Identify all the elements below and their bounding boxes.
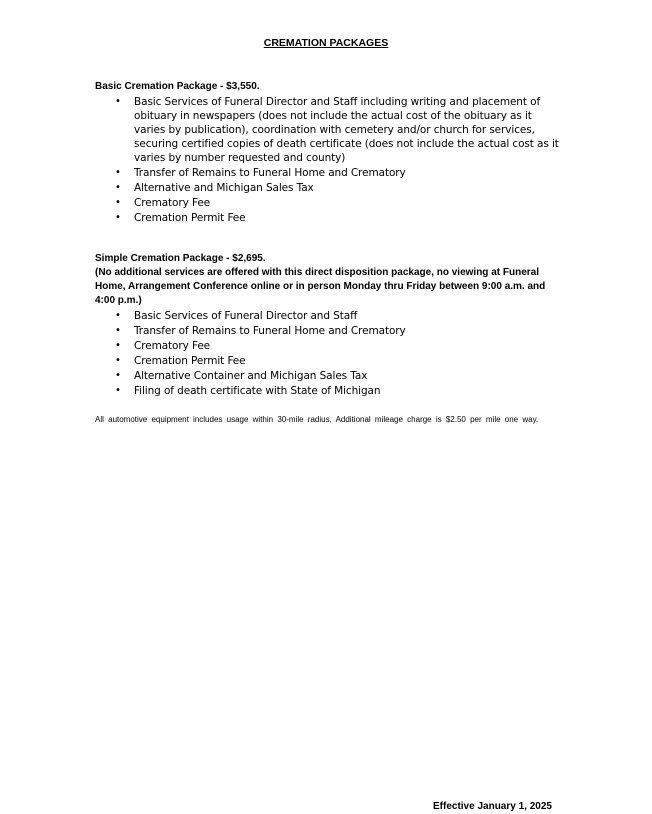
list-item (95, 211, 560, 225)
mileage-footnote: All automotive equipment includes usage within 30-mile radius, Additional mileage charge is $2.50 per mile one way. (95, 415, 539, 424)
list-item (95, 309, 560, 323)
list-item (95, 384, 560, 398)
list-item-text: Transfer of Remains to Funeral Home and Crematory (134, 167, 406, 179)
list-item-text: Transfer of Remains to Funeral Home and Crematory (134, 325, 406, 337)
list-item-text: Cremation Permit Fee (134, 212, 246, 224)
list-item-text: Basic Services of Funeral Director and Staff including writing and placement of obituary in newspapers (does not include the actual cost of the obituary as it varies by publication), coordination with cemetery and/or church for services, securing certified copies of death certificate (does not include the actual cost as it varies by number requested and county) (134, 96, 559, 164)
list-item-text: Cremation Permit Fee (134, 355, 246, 367)
list-item (95, 369, 560, 383)
bullet-icon: • (115, 212, 121, 223)
list-item (95, 181, 560, 195)
simple-cremation-package-section (95, 252, 560, 399)
bullet-icon: • (115, 167, 121, 178)
list-item-text: Filing of death certificate with State of Michigan (134, 385, 381, 397)
list-item-text: Basic Services of Funeral Director and Staff (134, 310, 358, 322)
simple-package-note: (No additional services are offered with this direct disposition package, no viewing at Funeral Home, Arrangement Conference online or in person Monday thru Friday between 9:00 a.m. and 4:00 p.m.) (95, 267, 546, 306)
list-item-text: Alternative and Michigan Sales Tax (134, 182, 314, 194)
bullet-icon: • (115, 310, 121, 321)
list-item (95, 95, 560, 165)
basic-package-list (95, 95, 560, 225)
basic-package-heading: Basic Cremation Package - $3,550. (95, 81, 260, 92)
list-item (95, 339, 560, 353)
basic-cremation-package-section (95, 80, 560, 226)
bullet-icon: • (115, 325, 121, 336)
list-item (95, 324, 560, 338)
page-title: CREMATION PACKAGES (263, 37, 389, 49)
bullet-icon: • (115, 182, 121, 193)
bullet-icon: • (115, 385, 121, 396)
list-item-text: Crematory Fee (134, 197, 211, 209)
list-item-text: Alternative Container and Michigan Sales Tax (134, 370, 368, 382)
simple-package-heading: Simple Cremation Package - $2,695. (95, 253, 266, 264)
bullet-icon: • (115, 340, 121, 351)
list-item (95, 354, 560, 368)
bullet-icon: • (115, 96, 121, 107)
effective-date: Effective January 1, 2025 (433, 801, 552, 812)
list-item-text: Crematory Fee (134, 340, 211, 352)
list-item (95, 196, 560, 210)
bullet-icon: • (115, 197, 121, 208)
bullet-icon: • (115, 370, 121, 381)
bullet-icon: • (115, 355, 121, 366)
list-item (95, 166, 560, 180)
simple-package-list (95, 309, 560, 398)
